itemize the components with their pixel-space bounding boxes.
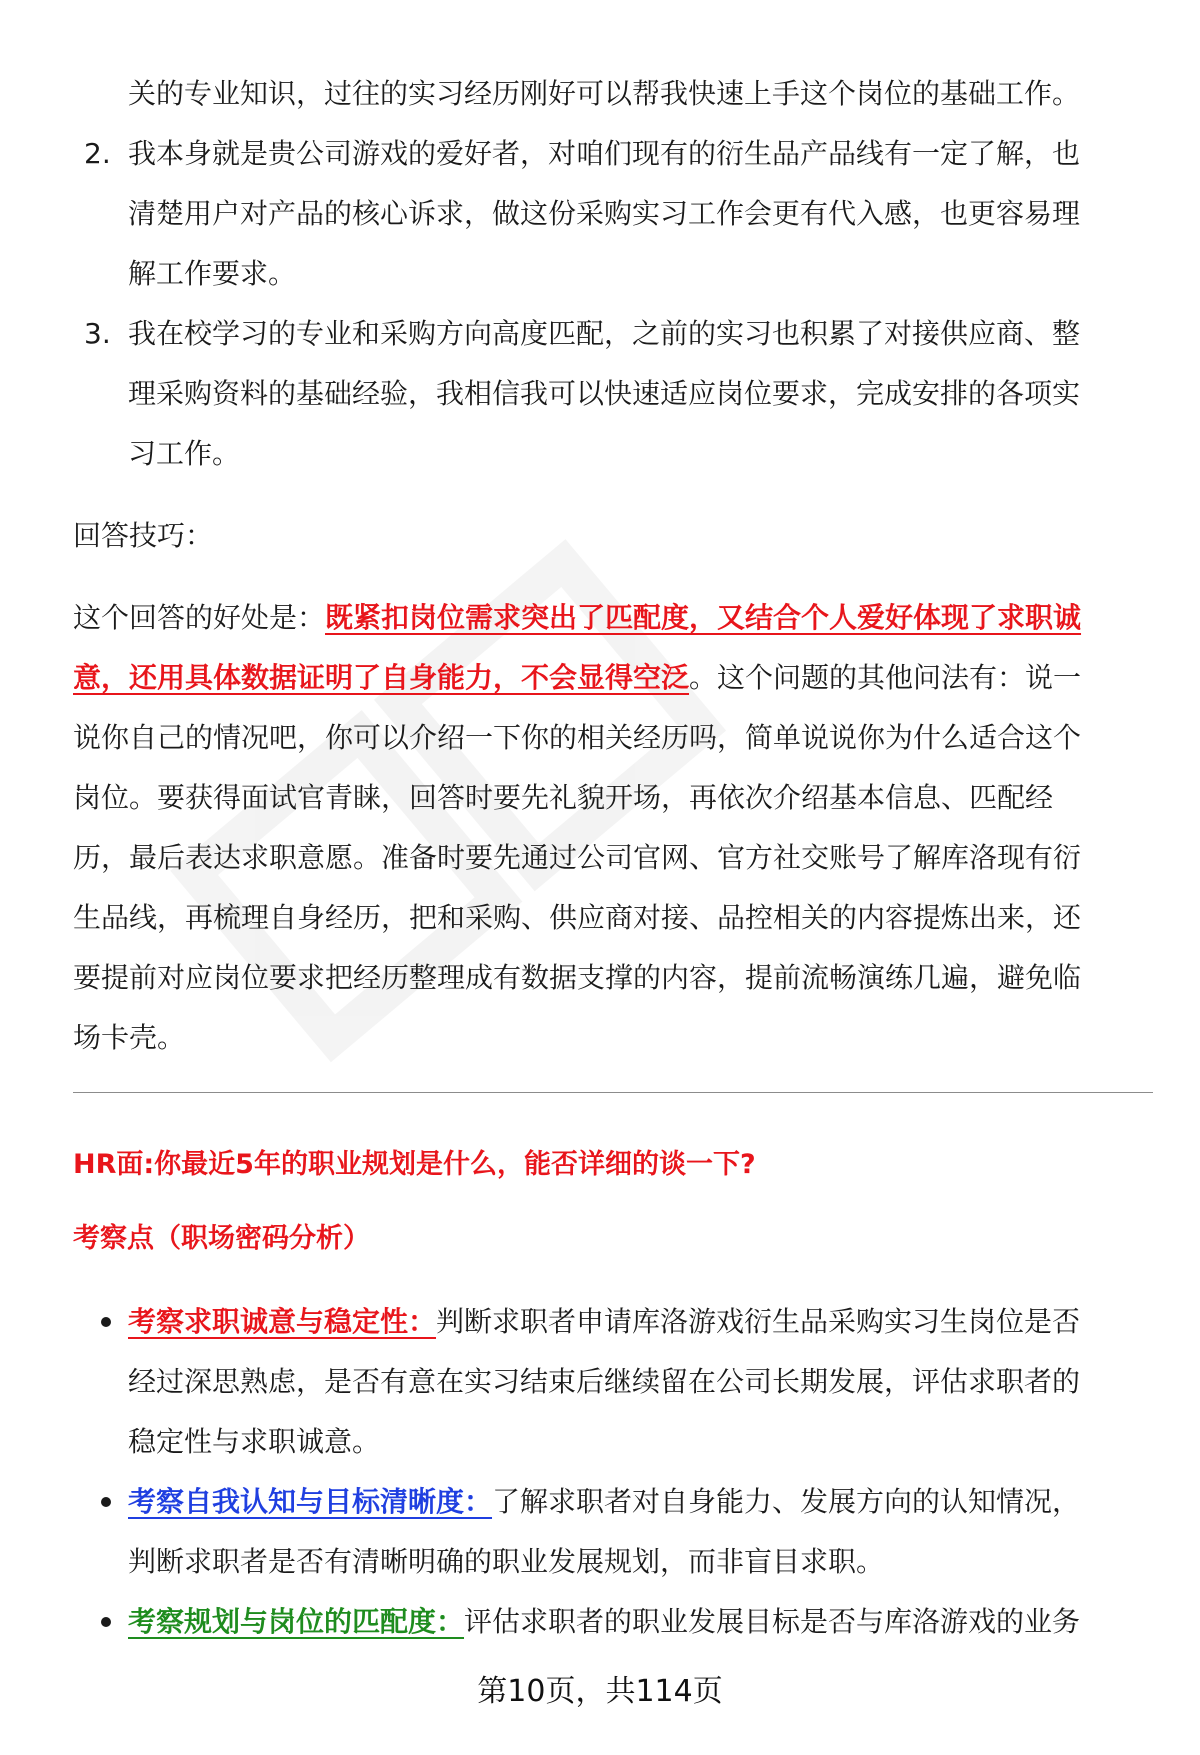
answer-prefix: 这个回答的好处是： xyxy=(73,601,326,634)
bullet-line xyxy=(128,1592,1153,1652)
bullet-text: 了解求职者对自身能力、发展方向的认知情况， xyxy=(492,1485,1081,1518)
section-divider xyxy=(73,1092,1153,1093)
ordered-list xyxy=(73,124,1153,484)
list-item xyxy=(73,304,1153,484)
answer-line: 说你自己的情况吧，你可以介绍一下你的相关经历吗，简单说说你为什么适合这个 xyxy=(73,721,1082,754)
list-line: 清楚用户对产品的核心诉求，做这份采购实习工作会更有代入感，也更容易理 xyxy=(128,197,1081,230)
bullet-dot xyxy=(101,1317,111,1327)
bullet-dot xyxy=(101,1617,111,1627)
bullet-key: 考察自我认知与目标清晰度： xyxy=(128,1485,493,1518)
bullet-key: 考察求职诚意与稳定性： xyxy=(128,1305,437,1338)
section-title: 考察点（职场密码分析） xyxy=(73,1223,370,1254)
answer-text: 。这个问题的其他问法有：说一 xyxy=(689,661,1082,694)
bullet-line: 判断求职者是否有清晰明确的职业发展规划，而非盲目求职。 xyxy=(128,1545,885,1578)
bullet-text: 判断求职者申请库洛游戏衍生品采购实习生岗位是否 xyxy=(436,1305,1081,1338)
answer-line: 要提前对应岗位要求把经历整理成有数据支撑的内容，提前流畅演练几遍，避免临 xyxy=(73,961,1082,994)
page-number: 第10页，共114页 xyxy=(477,1674,723,1709)
list-number: 2. xyxy=(84,137,111,170)
bullet-line xyxy=(128,1292,1153,1352)
bullet-line: 经过深思熟虑，是否有意在实习结束后继续留在公司长期发展，评估求职者的 xyxy=(128,1365,1081,1398)
answer-line: 生品线，再梳理自身经历，把和采购、供应商对接、品控相关的内容提炼出来，还 xyxy=(73,901,1082,934)
list-line: 理采购资料的基础经验，我相信我可以快速适应岗位要求，完成安排的各项实 xyxy=(128,377,1081,410)
answer-highlight: 意，还用具体数据证明了自身能力，不会显得空泛 xyxy=(73,661,690,694)
list-item-continuation xyxy=(73,64,1153,124)
main-content xyxy=(73,64,1153,1068)
list-line: 习工作。 xyxy=(128,437,241,470)
bullet-item xyxy=(73,1292,1153,1472)
list-item xyxy=(73,124,1153,304)
answer-line: 历，最后表达求职意愿。准备时要先通过公司官网、官方社交账号了解库洛现有衍 xyxy=(73,841,1082,874)
list-number: 3. xyxy=(84,317,111,350)
bullet-key: 考察规划与岗位的匹配度： xyxy=(128,1605,465,1638)
bullet-item xyxy=(73,1592,1153,1652)
interview-question: HR面:你最近5年的职业规划是什么，能否详细的谈一下? xyxy=(73,1149,756,1180)
answer-line: 岗位。要获得面试官青睐，回答时要先礼貌开场，再依次介绍基本信息、匹配经 xyxy=(73,781,1054,814)
list-line: 解工作要求。 xyxy=(128,257,297,290)
list-line: 我在校学习的专业和采购方向高度匹配，之前的实习也积累了对接供应商、整 xyxy=(128,317,1081,350)
tips-label: 回答技巧： xyxy=(73,519,214,552)
list-item-text: 关的专业知识，过往的实习经历刚好可以帮我快速上手这个岗位的基础工作。 xyxy=(128,77,1081,110)
bullet-item xyxy=(73,1472,1153,1592)
answer-line xyxy=(73,648,1153,708)
answer-line xyxy=(73,588,1153,648)
list-line: 我本身就是贵公司游戏的爱好者，对咱们现有的衍生品产品线有一定了解，也 xyxy=(128,137,1081,170)
bullet-dot xyxy=(101,1497,111,1507)
bullet-text: 评估求职者的职业发展目标是否与库洛游戏的业务 xyxy=(464,1605,1081,1638)
bullet-line: 稳定性与求职诚意。 xyxy=(128,1425,381,1458)
bullet-list xyxy=(73,1292,1153,1652)
answer-paragraph xyxy=(73,588,1153,1068)
bullet-line xyxy=(128,1472,1153,1532)
answer-line: 场卡壳。 xyxy=(73,1021,186,1054)
answer-highlight: 既紧扣岗位需求突出了匹配度，又结合个人爱好体现了求职诚 xyxy=(325,601,1082,634)
